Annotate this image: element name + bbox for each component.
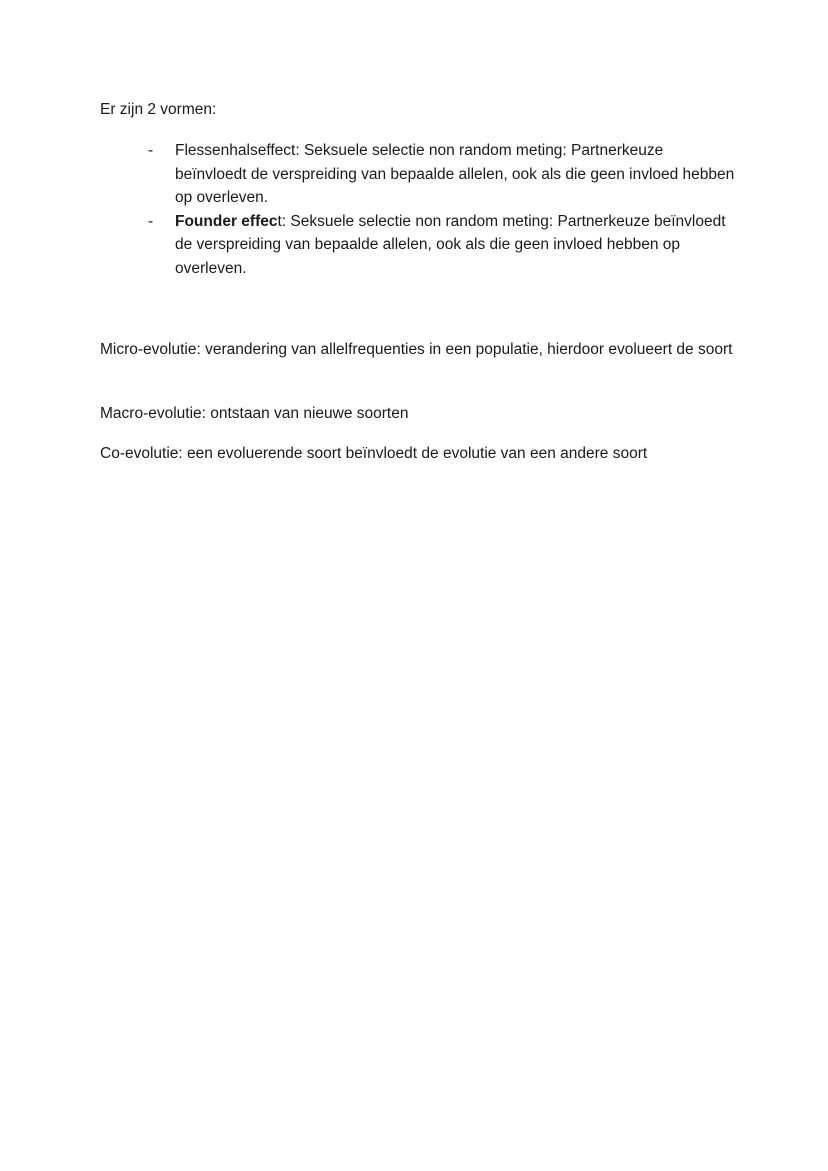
list-item-text [175, 210, 735, 281]
list-item-body-text: Flessenhalseffect: Seksuele selectie non random meting: Partnerkeuze beïnvloedt de verspreiding van bepaalde allelen, ook als die geen invloed hebben op overleven. [175, 142, 735, 206]
list-marker: - [148, 212, 154, 230]
list-item-bold-text: Founder effec [175, 212, 278, 230]
list-marker: - [148, 142, 154, 159]
forms-list [100, 139, 740, 280]
macro-evolution-paragraph: Macro-evolutie: ontstaan van nieuwe soorten [100, 405, 409, 422]
micro-evolution-paragraph: Micro-evolutie: verandering van allelfrequenties in een populatie, hierdoor evolueert de soort [100, 341, 733, 358]
list-item [100, 210, 740, 281]
list-item-body-text: t: Seksuele selectie non random meting: Partnerkeuze beïnvloedt de verspreiding van bepaalde allelen, ook als die geen invloed hebben op overleven. [175, 212, 726, 277]
list-item-text [175, 139, 735, 210]
intro-paragraph: Er zijn 2 vormen: [100, 101, 217, 118]
list-item [100, 139, 740, 210]
co-evolution-paragraph: Co-evolutie: een evoluerende soort beïnvloedt de evolutie van een andere soort [100, 445, 648, 462]
